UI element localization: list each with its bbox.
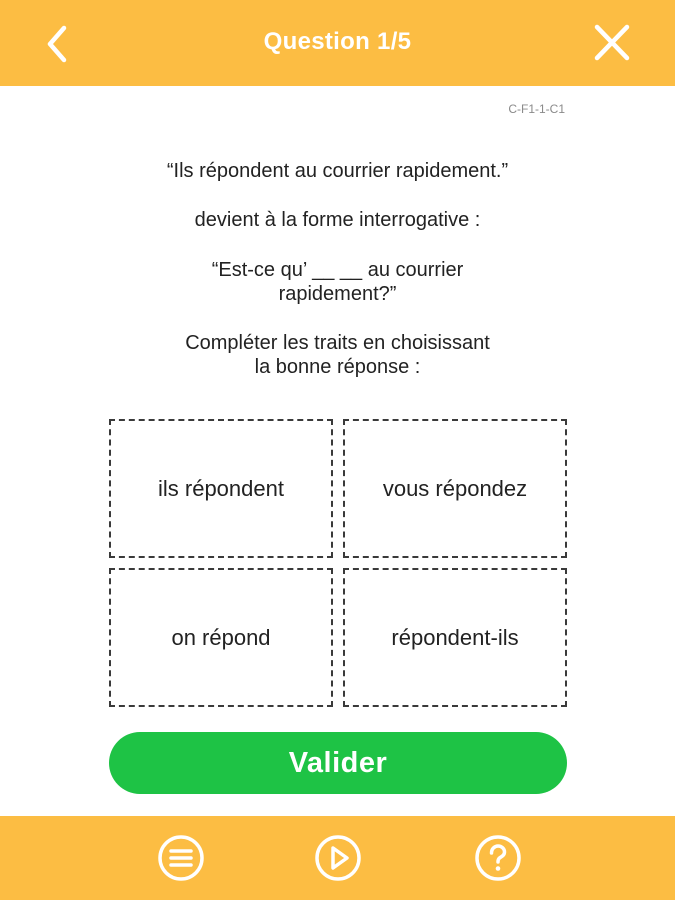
question-template-line2: rapidement?” xyxy=(278,283,397,305)
question-template-line1: “Est-ce qu’ __ __ au courrier xyxy=(211,259,464,281)
validate-button[interactable]: Valider xyxy=(109,732,567,794)
close-icon xyxy=(585,18,641,70)
top-bar xyxy=(0,0,675,86)
list-icon xyxy=(157,834,205,882)
bottom-bar xyxy=(0,816,675,900)
help-button[interactable] xyxy=(474,834,522,882)
play-icon xyxy=(314,834,362,882)
choice-ils-repondent[interactable]: ils répondent xyxy=(109,419,333,558)
question-code: C-F1-1-C1 xyxy=(508,102,565,116)
answer-choices xyxy=(109,419,567,707)
question-sentence: “Ils répondent au courrier rapidement.” xyxy=(166,160,509,182)
question-prompt-line1: Compléter les traits en choisissant xyxy=(185,332,490,354)
help-icon xyxy=(474,834,522,882)
question-prompt-line2: la bonne réponse : xyxy=(254,356,421,378)
choice-repondent-ils[interactable]: répondent-ils xyxy=(343,568,567,707)
play-button[interactable] xyxy=(314,834,362,882)
list-button[interactable] xyxy=(157,834,205,882)
page-title: Question 1/5 xyxy=(263,28,412,55)
choice-on-repond[interactable]: on répond xyxy=(109,568,333,707)
close-button[interactable] xyxy=(585,18,641,70)
choice-vous-repondez[interactable]: vous répondez xyxy=(343,419,567,558)
question-instruction: devient à la forme interrogative : xyxy=(194,209,481,231)
